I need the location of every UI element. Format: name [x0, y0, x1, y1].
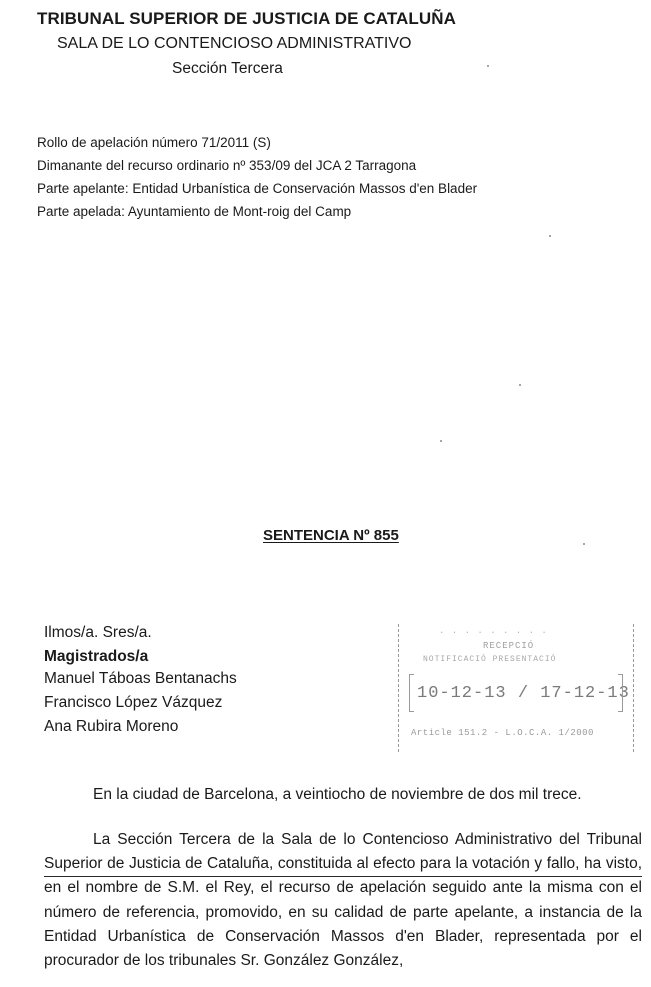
- scan-speck: [487, 65, 489, 67]
- scan-speck: [440, 440, 442, 442]
- stamp-bracket-right: [618, 674, 623, 712]
- received-stamp: [398, 624, 634, 752]
- judge-name: Manuel Táboas Bentanachs: [44, 670, 237, 687]
- underline-rule: [44, 876, 642, 877]
- scan-speck: [583, 543, 585, 545]
- stamp-dates: 10-12-13 / 17-12-13: [417, 684, 630, 703]
- chamber-name: SALA DE LO CONTENCIOSO ADMINISTRATIVO: [57, 35, 412, 52]
- sentence-title: SENTENCIA Nº 855: [263, 527, 399, 544]
- judges-heading: Magistrados/a: [44, 648, 149, 665]
- judges-salutation: Ilmos/a. Sres/a.: [44, 624, 152, 641]
- body-paragraph: La Sección Tercera de la Sala de lo Contencioso Administrativo del Tribunal Superior de Justicia de Cataluña, constituida al efecto para la votación y fallo, ha visto, en el nombre de S.M. el Rey, el recurso de apelación seguido ante la misma con el número de referencia, promovido, en su calidad de parte apelante, a instancia de la Entidad Urbanística de Conservación Massos d'en Blader, representada por el procurador de los tribunales Sr. González González,: [44, 831, 642, 970]
- stamp-top-text: · · · · · · · · ·: [439, 628, 548, 638]
- stamp-bottom-text: Article 151.2 - L.O.C.A. 1/2000: [411, 728, 594, 738]
- stamp-sub-text: RECEPCIÓ: [483, 641, 535, 651]
- appellee-line: Parte apelada: Ayuntamiento de Mont-roig del Camp: [37, 204, 352, 219]
- scan-speck: [519, 384, 521, 386]
- stamp-small-text: NOTIFICACIÓ PRESENTACIÓ: [423, 655, 557, 664]
- stamp-bracket-left: [409, 674, 414, 712]
- date-line: En la ciudad de Barcelona, a veintiocho de noviembre de dos mil trece.: [93, 786, 582, 803]
- origin-line: Dimanante del recurso ordinario nº 353/09 del JCA 2 Tarragona: [37, 158, 417, 173]
- appeal-roll-line: Rollo de apelación número 71/2011 (S): [37, 135, 271, 150]
- section-name: Sección Tercera: [172, 60, 283, 77]
- appellant-line: Parte apelante: Entidad Urbanística de Conservación Massos d'en Blader: [37, 181, 478, 196]
- judge-name: Ana Rubira Moreno: [44, 718, 179, 735]
- judge-name: Francisco López Vázquez: [44, 694, 223, 711]
- scan-speck: [549, 235, 551, 237]
- court-name: TRIBUNAL SUPERIOR DE JUSTICIA DE CATALUÑA: [37, 9, 457, 28]
